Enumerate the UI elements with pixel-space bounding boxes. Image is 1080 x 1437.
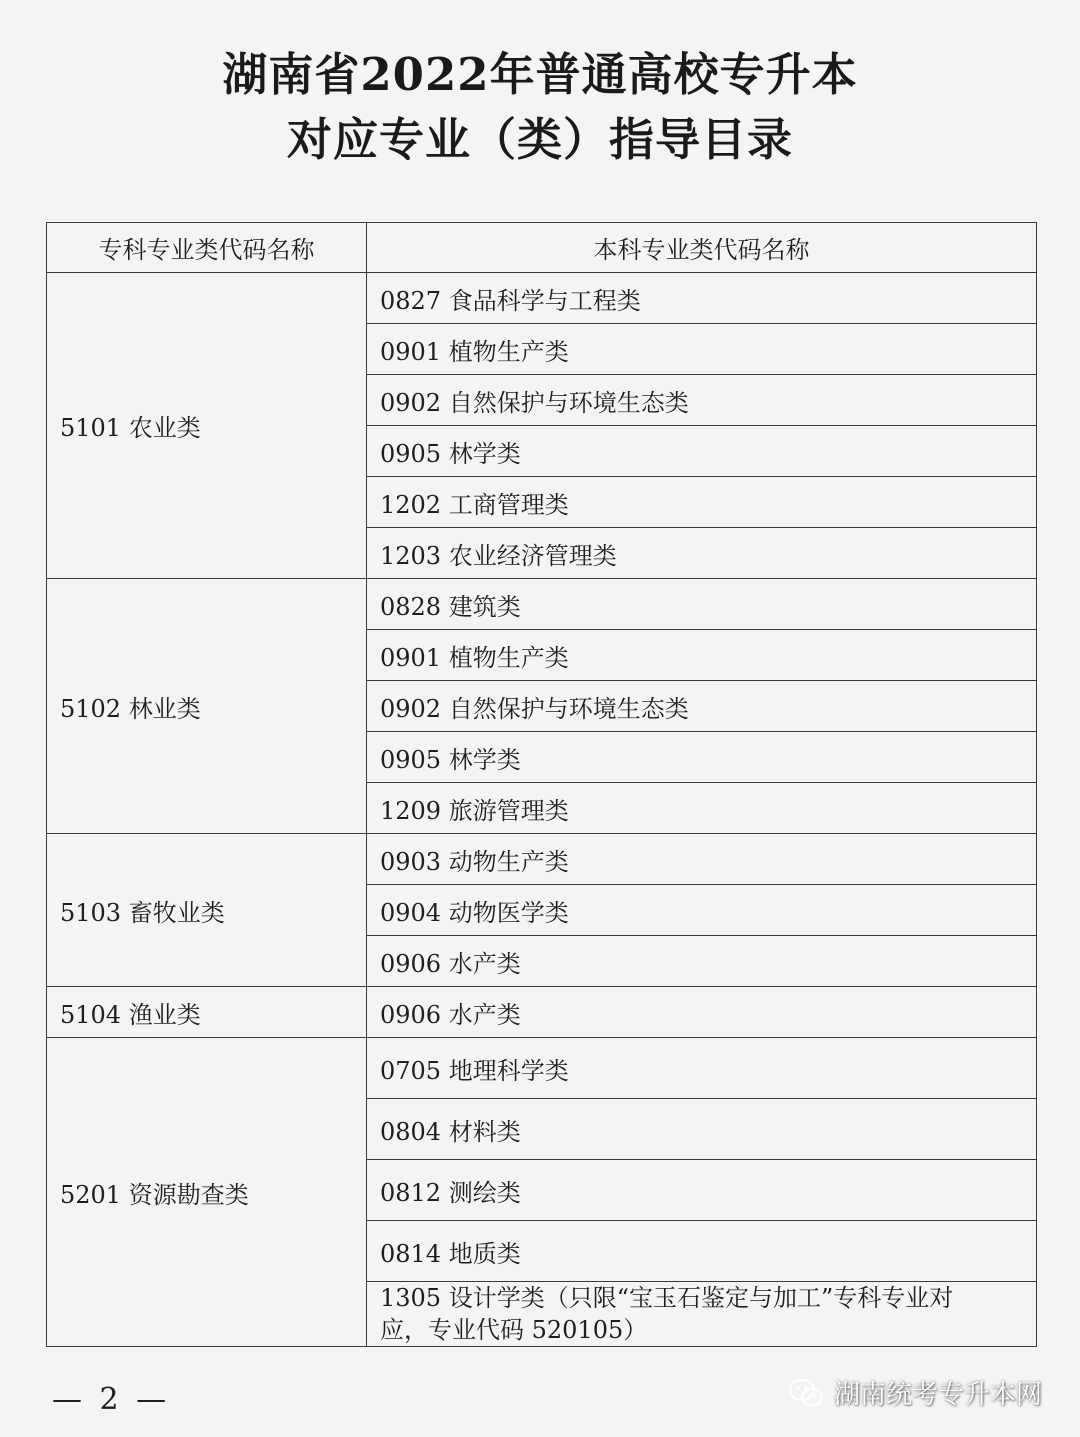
vocational-cell: 5102 林业类 <box>47 579 367 834</box>
header-vocational-code: 专科专业类代码名称 <box>47 223 367 273</box>
wechat-icon <box>788 1378 824 1408</box>
major-cell: 0902 自然保护与环境生态类 <box>367 681 1037 732</box>
major-cell: 0705 地理科学类 <box>367 1038 1037 1099</box>
major-cell: 1305 设计学类（只限“宝玉石鉴定与加工”专科专业对应，专业代码 520105） <box>367 1282 1037 1347</box>
table-header-row <box>47 223 1037 273</box>
source-watermark <box>788 1374 1042 1411</box>
major-cell: 0901 植物生产类 <box>367 324 1037 375</box>
major-cell: 0804 材料类 <box>367 1099 1037 1160</box>
vocational-cell: 5103 畜牧业类 <box>47 834 367 987</box>
table-row <box>47 273 1037 324</box>
vocational-cell: 5101 农业类 <box>47 273 367 579</box>
page-number: — 2 — <box>52 1382 171 1417</box>
table-row <box>47 987 1037 1038</box>
major-cell: 0906 水产类 <box>367 987 1037 1038</box>
major-cell: 0828 建筑类 <box>367 579 1037 630</box>
major-catalog-table <box>46 222 1037 1347</box>
major-cell: 0827 食品科学与工程类 <box>367 273 1037 324</box>
vocational-cell: 5104 渔业类 <box>47 987 367 1038</box>
document-title-line-2: 对应专业（类）指导目录 <box>286 113 793 166</box>
table-row <box>47 579 1037 630</box>
watermark-text: 湖南统考专升本网 <box>834 1380 1043 1410</box>
header-undergraduate-code: 本科专业类代码名称 <box>367 223 1037 273</box>
major-cell: 0903 动物生产类 <box>367 834 1037 885</box>
major-cell: 0904 动物医学类 <box>367 885 1037 936</box>
major-cell: 0905 林学类 <box>367 732 1037 783</box>
major-cell: 0901 植物生产类 <box>367 630 1037 681</box>
table-row <box>47 834 1037 885</box>
table-row <box>47 1038 1037 1099</box>
major-cell: 1203 农业经济管理类 <box>367 528 1037 579</box>
major-cell: 1202 工商管理类 <box>367 477 1037 528</box>
major-cell: 0814 地质类 <box>367 1221 1037 1282</box>
major-cell: 0812 测绘类 <box>367 1160 1037 1221</box>
major-cell: 0902 自然保护与环境生态类 <box>367 375 1037 426</box>
vocational-cell: 5201 资源勘查类 <box>47 1038 367 1347</box>
major-cell: 0906 水产类 <box>367 936 1037 987</box>
document-title-line-1: 湖南省2022年普通高校专升本 <box>222 48 858 101</box>
major-cell: 0905 林学类 <box>367 426 1037 477</box>
major-cell: 1209 旅游管理类 <box>367 783 1037 834</box>
